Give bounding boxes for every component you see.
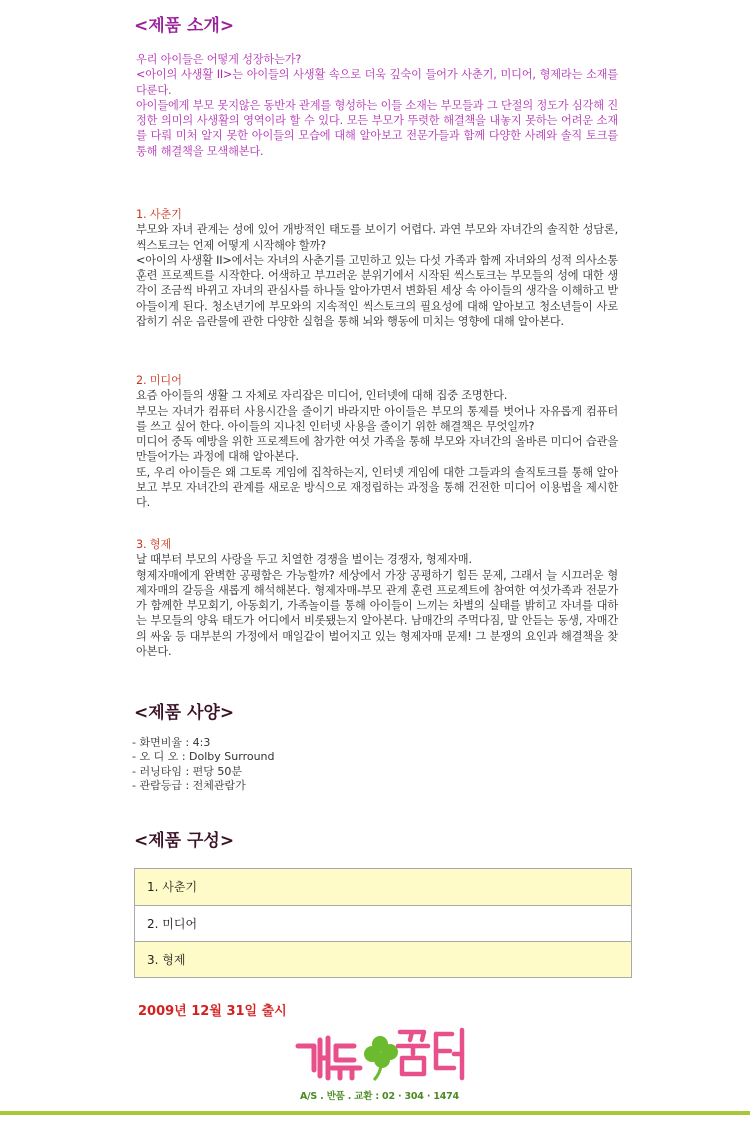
section-siblings	[136, 537, 618, 659]
composition-table	[134, 868, 632, 978]
brand-logo-graphic	[290, 1024, 470, 1084]
section-paragraph: 부모와 자녀 관계는 성에 있어 개방적인 태도를 보이기 어렵다. 과연 부모와 자녀간의 솔직한 성담론, 씩스토크는 언제 어떻게 시작해야 할까?	[136, 223, 618, 252]
spec-item: - 관람등급 : 전체관람가	[132, 779, 246, 793]
section-heading: 3. 형제	[136, 538, 172, 551]
intro-paragraph: <아이의 사생활 II>는 아이들의 사생활 속으로 더욱 깊숙이 들어가 사춘기, 미디어, 형제라는 소재를 다룬다.	[136, 68, 618, 97]
intro-title: <제품 소개>	[134, 16, 235, 36]
section-paragraph: 부모는 자녀가 컴퓨터 사용시간을 줄이기 바라지만 아이들은 부모의 통제를 벗어나 자유롭게 컴퓨터를 쓰고 싶어 한다. 아이들의 지나친 인터넷 사용을 줄이기 위한 해결책은 무엇일까?	[136, 404, 618, 433]
section-paragraph: 형제자매에게 완벽한 공평함은 가능할까? 세상에서 가장 공평하기 힘든 문제, 그래서 늘 시끄러운 형제자매의 갈등을 새롭게 해석해본다. 형제자매-부모 관계 훈련 프로젝트에 참여한 여섯가족과 전문가가 함께한 부모회기, 아동회기, 가족놀이를 통해 아이들이 느끼는 차별의 실태를 밝히고 자녀를 대하는 부모들의 양육 태도가 어디에서 비롯됐는지 알아본다. 남매간의 주먹다짐, 말 안듣는 동생, 자매간의 싸움 등 대부분의 가정에서 매일같이 벌어지고 있는 형제자매 문제! 그 분쟁의 요인과 해결책을 찾아본다.	[136, 568, 618, 659]
release-date: 2009년 12월 31일 출시	[138, 1004, 287, 1019]
as-contact-info: A/S . 반품 . 교환 : 02 · 304 · 1474	[300, 1091, 459, 1102]
composition-row: 3. 형제	[135, 941, 631, 977]
section-puberty	[136, 207, 618, 329]
section-media	[136, 373, 618, 511]
spec-list	[132, 736, 275, 794]
composition-row: 2. 미디어	[135, 905, 631, 941]
section-paragraph: 미디어 중독 예방을 위한 프로젝트에 참가한 여섯 가족을 통해 부모와 자녀간의 올바른 미디어 습관을 만들어가는 과정에 대해 알아본다.	[136, 435, 618, 464]
section-paragraph: 또, 우리 아이들은 왜 그토록 게임에 집착하는지, 인터넷 게임에 대한 그들과의 솔직토크를 통해 알아보고 부모 자녀간의 관계를 새로운 방식으로 재정립하는 과정을 통해 건전한 미디어 이용법을 제시한다.	[136, 465, 618, 510]
composition-title: <제품 구성>	[134, 831, 235, 851]
section-paragraph: 날 때부터 부모의 사랑을 두고 치열한 경쟁을 벌이는 경쟁자, 형제자매.	[136, 553, 472, 567]
clover-icon	[364, 1036, 398, 1080]
brand-logo	[290, 1024, 470, 1084]
spec-title: <제품 사양>	[134, 703, 235, 723]
spec-item: - 화면비율 : 4:3	[132, 736, 211, 749]
spec-item: - 러닝타임 : 편당 50분	[132, 764, 243, 778]
intro-paragraph: 우리 아이들은 어떻게 성장하는가?	[136, 53, 302, 66]
section-heading: 1. 사춘기	[136, 208, 182, 221]
spec-item: - 오 디 오 : Dolby Surround	[132, 750, 275, 764]
intro-paragraph: 아이들에게 부모 못지않은 동반자 관계를 형성하는 이들 소재는 부모들과 그 단절의 정도가 심각해 진정한 의미의 사생활의 영역이라 할 수 있다. 모든 부모가 뚜렷한 해결책을 내놓지 못하는 어려운 소재를 다뤄 미처 알지 못한 아이들의 모습에 대해 알아보고 전문가들과 함께 다양한 사례와 솔직 토크를 통해 해결책을 모색해본다.	[136, 98, 618, 158]
bottom-divider	[0, 1111, 750, 1115]
composition-row: 1. 사춘기	[135, 869, 631, 905]
section-heading: 2. 미디어	[136, 374, 182, 387]
intro-text	[136, 52, 618, 159]
section-paragraph: 요즘 아이들의 생활 그 자체로 자리잡은 미디어, 인터넷에 대해 집중 조명한다.	[136, 389, 508, 403]
section-paragraph: <아이의 사생활 II>에서는 자녀의 사춘기를 고민하고 있는 다섯 가족과 함께 자녀와의 성적 의사소통 훈련 프로젝트를 시작한다. 어색하고 부끄러운 분위기에서 시작된 씩스토크는 부모들의 성에 대한 생각이 조금씩 바뀌고 자녀의 관심사를 하나둘 알아가면서 변화된 세상 속 아이들의 생각을 이해하고 받아들이게 된다. 청소년기에 부모와의 지속적인 씩스토크의 필요성에 대해 알아보고 청소년들이 사로잡히기 쉬운 음란물에 관한 다양한 실험을 통해 뇌와 행동에 미치는 영향에 대해 알아본다.	[136, 253, 618, 329]
